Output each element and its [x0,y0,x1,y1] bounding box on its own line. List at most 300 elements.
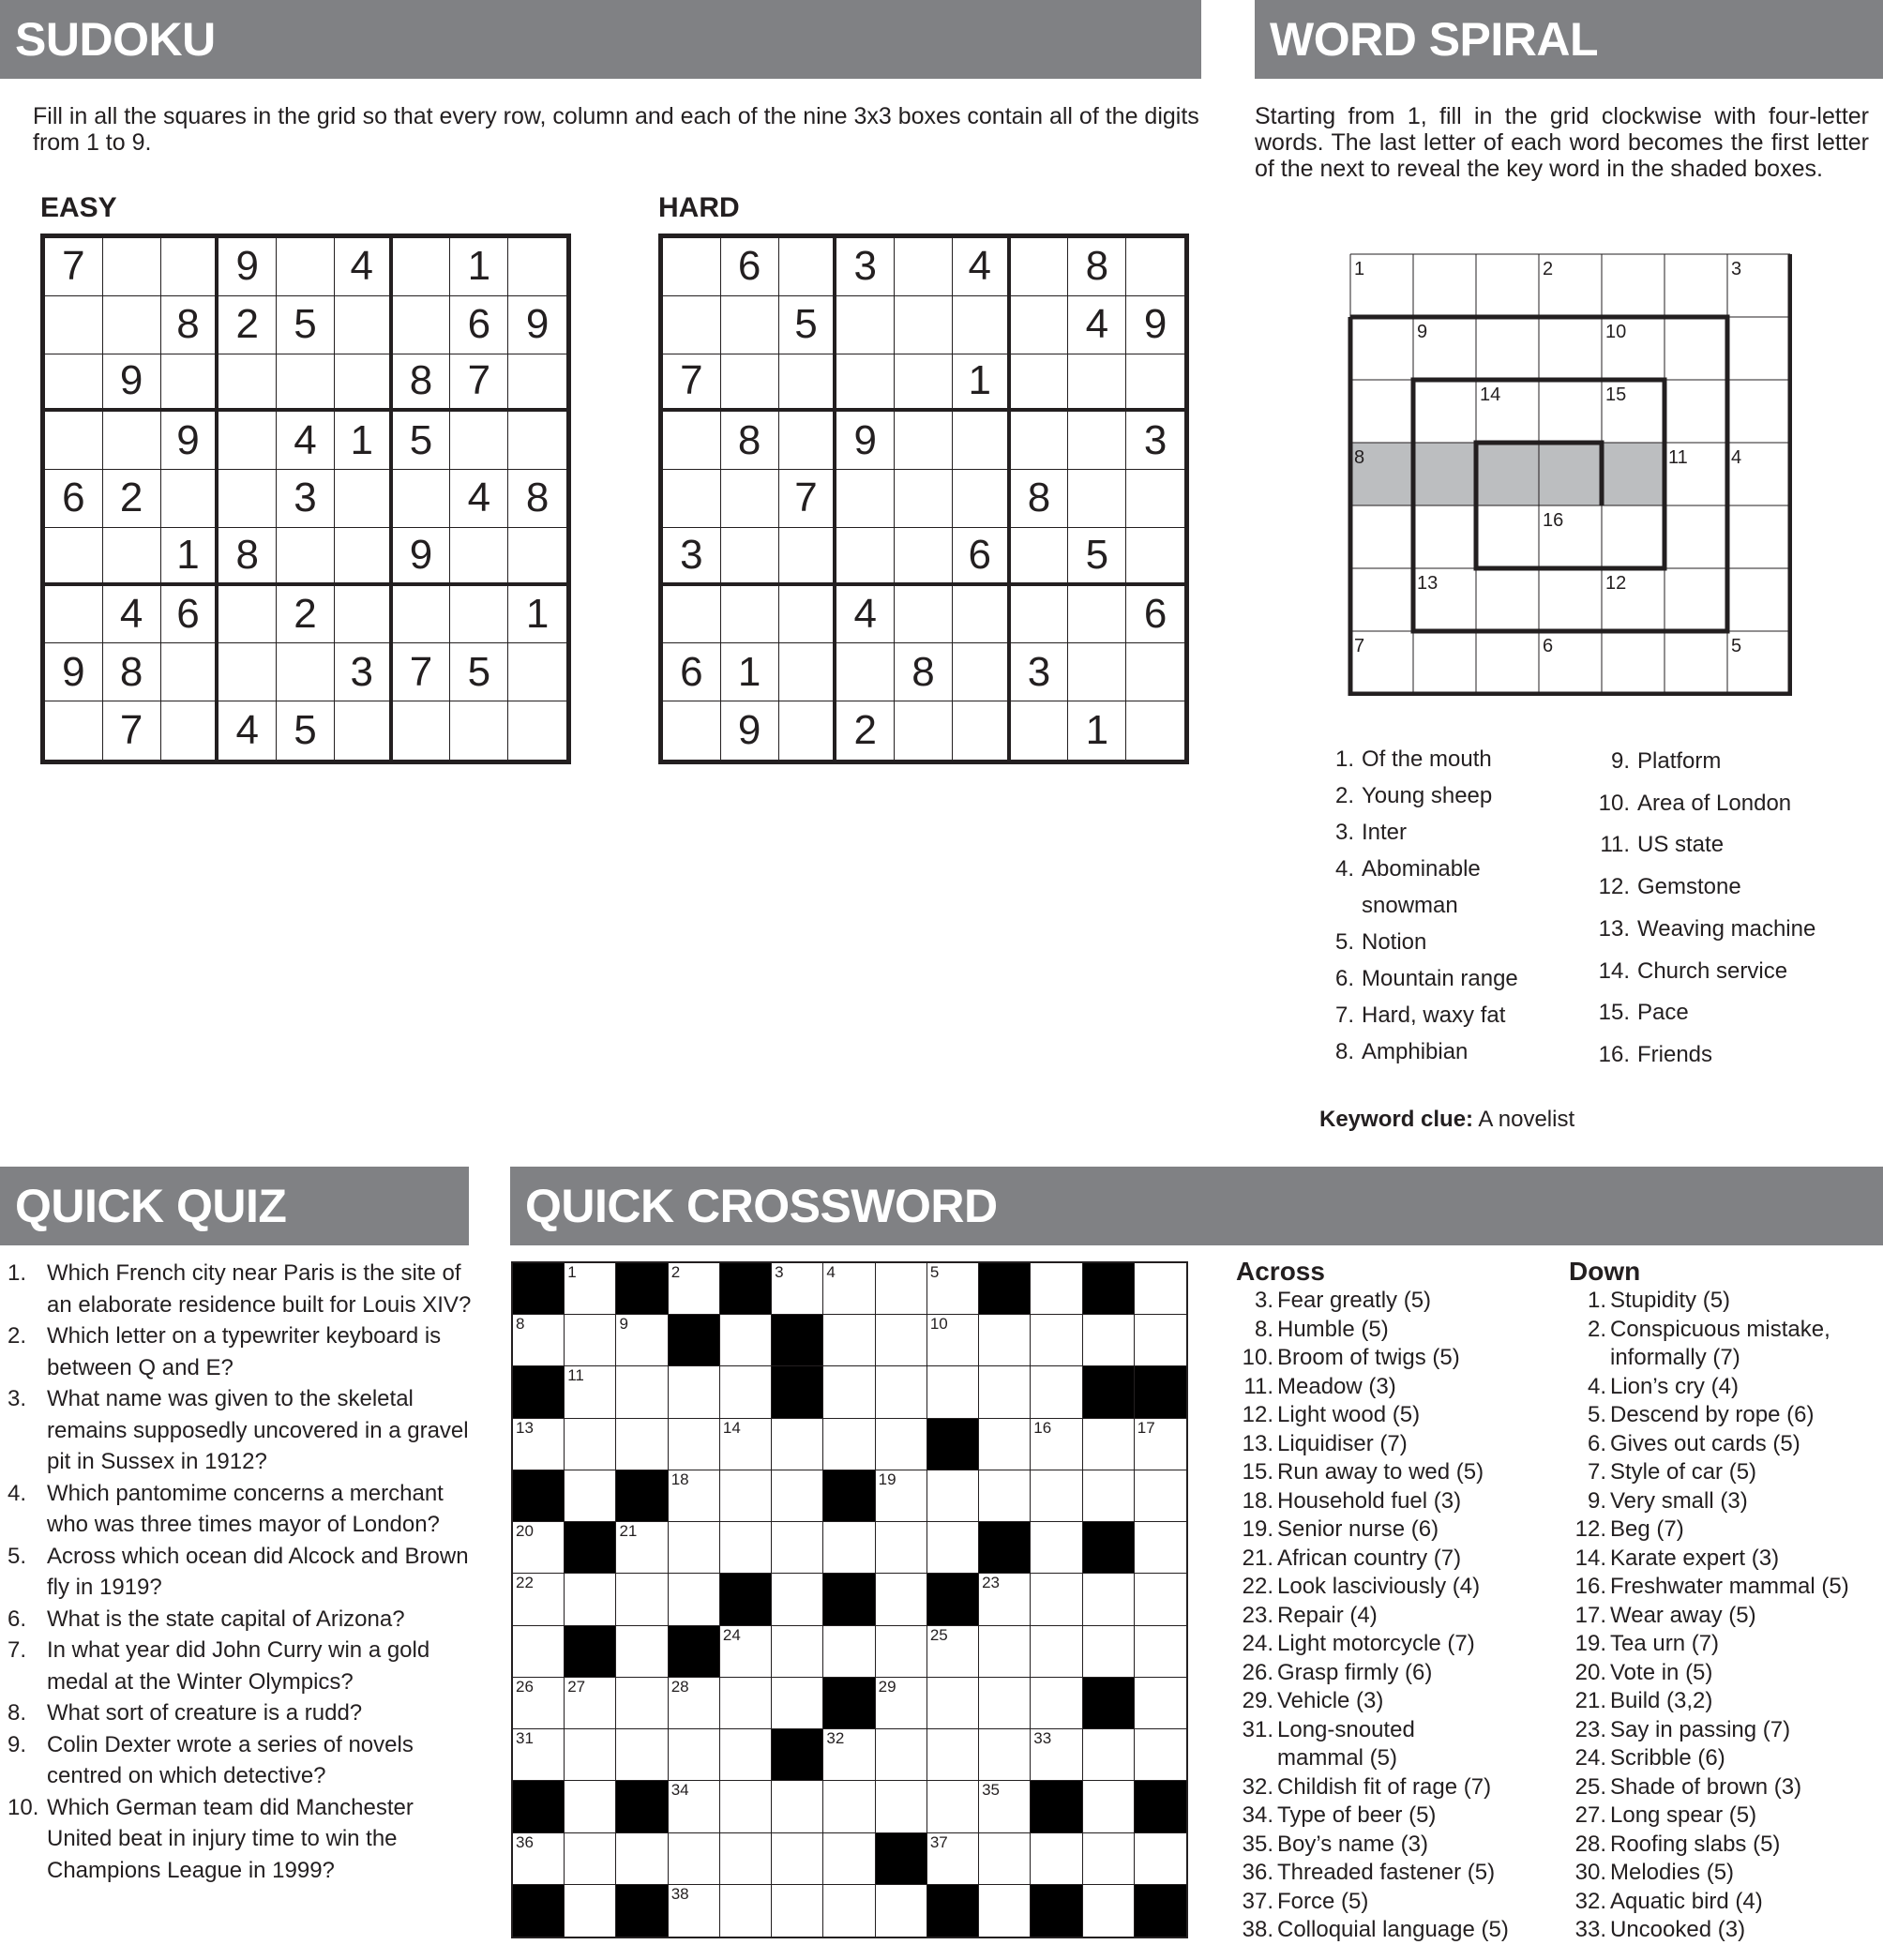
sudoku-cell[interactable]: 5 [450,643,508,701]
crossword-cell[interactable] [513,1678,565,1729]
crossword-cell[interactable] [876,1315,927,1366]
crossword-cell[interactable] [927,1781,979,1832]
crossword-cell[interactable] [720,1419,772,1470]
crossword-cell[interactable] [927,1626,979,1678]
sudoku-cell[interactable]: 9 [836,412,895,470]
sudoku-cell[interactable] [393,586,451,644]
crossword-cell[interactable] [513,1833,565,1885]
crossword-cell[interactable] [565,1470,616,1522]
sudoku-cell[interactable] [1126,643,1184,701]
sudoku-cell[interactable] [1068,412,1126,470]
sudoku-cell[interactable]: 6 [663,643,721,701]
sudoku-cell[interactable]: 1 [161,528,219,586]
crossword-cell[interactable] [1083,1470,1135,1522]
sudoku-cell[interactable] [663,412,721,470]
sudoku-cell[interactable] [450,528,508,586]
sudoku-cell[interactable]: 6 [1126,586,1184,644]
crossword-cell[interactable] [565,1366,616,1418]
crossword-cell[interactable] [1135,1522,1186,1574]
sudoku-cell[interactable]: 9 [218,238,277,296]
sudoku-cell[interactable] [161,354,219,413]
crossword-cell[interactable] [927,1366,979,1418]
crossword-cell[interactable] [1135,1315,1186,1366]
sudoku-cell[interactable]: 4 [335,238,393,296]
crossword-cell[interactable] [1031,1366,1082,1418]
sudoku-cell[interactable]: 5 [277,701,335,760]
crossword-cell[interactable] [979,1885,1031,1937]
sudoku-cell[interactable] [721,354,779,413]
sudoku-cell[interactable] [335,528,393,586]
sudoku-cell[interactable] [508,643,566,701]
sudoku-cell[interactable] [218,354,277,413]
crossword-cell[interactable] [823,1833,875,1885]
crossword-cell[interactable] [616,1419,668,1470]
sudoku-cell[interactable]: 5 [277,296,335,354]
crossword-cell[interactable] [823,1781,875,1832]
sudoku-cell[interactable] [953,701,1011,760]
crossword-cell[interactable] [979,1574,1031,1625]
sudoku-cell[interactable]: 9 [721,701,779,760]
sudoku-cell[interactable]: 2 [218,296,277,354]
sudoku-cell[interactable]: 6 [721,238,779,296]
sudoku-cell[interactable]: 9 [393,528,451,586]
sudoku-cell[interactable] [895,354,953,413]
crossword-cell[interactable] [616,1366,668,1418]
sudoku-cell[interactable]: 4 [953,238,1011,296]
sudoku-cell[interactable] [103,238,161,296]
sudoku-cell[interactable]: 7 [779,470,837,528]
sudoku-cell[interactable]: 9 [45,643,103,701]
sudoku-cell[interactable] [450,412,508,470]
crossword-cell[interactable] [1031,1263,1082,1315]
crossword-cell[interactable] [876,1419,927,1470]
sudoku-cell[interactable] [779,586,837,644]
sudoku-cell[interactable]: 6 [953,528,1011,586]
crossword-cell[interactable] [565,1729,616,1781]
crossword-cell[interactable] [1031,1626,1082,1678]
crossword-cell[interactable] [1031,1419,1082,1470]
sudoku-cell[interactable] [277,354,335,413]
sudoku-cell[interactable] [895,296,953,354]
sudoku-cell[interactable] [953,296,1011,354]
sudoku-cell[interactable] [1068,470,1126,528]
sudoku-cell[interactable] [663,238,721,296]
crossword-cell[interactable] [565,1678,616,1729]
crossword-cell[interactable] [720,1366,772,1418]
crossword-cell[interactable] [823,1522,875,1574]
crossword-cell[interactable] [927,1470,979,1522]
crossword-cell[interactable] [720,1833,772,1885]
sudoku-cell[interactable] [508,354,566,413]
sudoku-cell[interactable]: 8 [1068,238,1126,296]
sudoku-cell[interactable]: 6 [45,470,103,528]
crossword-cell[interactable] [927,1263,979,1315]
sudoku-cell[interactable]: 2 [103,470,161,528]
crossword-cell[interactable] [669,1522,720,1574]
crossword-cell[interactable] [876,1729,927,1781]
sudoku-cell[interactable] [1011,412,1069,470]
sudoku-cell[interactable]: 3 [836,238,895,296]
crossword-cell[interactable] [513,1419,565,1470]
sudoku-cell[interactable] [779,701,837,760]
sudoku-cell[interactable] [1011,586,1069,644]
crossword-cell[interactable] [1083,1626,1135,1678]
sudoku-cell[interactable] [836,296,895,354]
crossword-cell[interactable] [772,1678,823,1729]
sudoku-cell[interactable] [335,701,393,760]
crossword-cell[interactable] [669,1885,720,1937]
sudoku-cell[interactable]: 3 [277,470,335,528]
crossword-cell[interactable] [979,1419,1031,1470]
crossword-cell[interactable] [823,1626,875,1678]
sudoku-cell[interactable] [103,412,161,470]
word-spiral-grid[interactable] [1348,251,1792,696]
sudoku-cell[interactable]: 2 [836,701,895,760]
crossword-cell[interactable] [979,1678,1031,1729]
sudoku-cell[interactable]: 4 [836,586,895,644]
sudoku-cell[interactable]: 8 [508,470,566,528]
crossword-cell[interactable] [772,1574,823,1625]
sudoku-cell[interactable] [1126,701,1184,760]
crossword-black-cell [927,1885,979,1937]
sudoku-cell[interactable] [1126,528,1184,586]
crossword-cell[interactable] [927,1833,979,1885]
sudoku-cell[interactable] [836,528,895,586]
sudoku-cell[interactable] [450,586,508,644]
crossword-cell[interactable] [669,1366,720,1418]
crossword-cell[interactable] [772,1419,823,1470]
crossword-cell[interactable] [1135,1729,1186,1781]
crossword-cell[interactable] [1135,1833,1186,1885]
sudoku-cell[interactable]: 9 [161,412,219,470]
crossword-cell[interactable] [1031,1833,1082,1885]
sudoku-cell[interactable] [895,470,953,528]
sudoku-cell[interactable] [895,528,953,586]
crossword-cell[interactable] [669,1574,720,1625]
sudoku-cell[interactable] [508,238,566,296]
crossword-cell[interactable] [616,1833,668,1885]
crossword-cell[interactable] [1031,1678,1082,1729]
sudoku-cell[interactable]: 8 [218,528,277,586]
sudoku-cell[interactable] [1126,354,1184,413]
sudoku-cell[interactable] [393,470,451,528]
sudoku-cell[interactable]: 4 [1068,296,1126,354]
crossword-cell[interactable] [720,1729,772,1781]
crossword-cell[interactable] [513,1626,565,1678]
crossword-cell[interactable] [1083,1729,1135,1781]
crossword-cell[interactable] [876,1522,927,1574]
crossword-grid[interactable] [511,1261,1188,1938]
crossword-cell[interactable] [979,1781,1031,1832]
crossword-cell[interactable] [565,1885,616,1937]
crossword-cell[interactable] [720,1781,772,1832]
sudoku-cell[interactable] [218,586,277,644]
sudoku-cell[interactable] [508,701,566,760]
sudoku-cell[interactable] [218,412,277,470]
crossword-cell[interactable] [1083,1833,1135,1885]
crossword-cell[interactable] [979,1315,1031,1366]
crossword-cell[interactable] [979,1470,1031,1522]
sudoku-cell[interactable]: 6 [161,586,219,644]
crossword-cell[interactable] [720,1678,772,1729]
sudoku-cell[interactable]: 3 [1011,643,1069,701]
crossword-cell[interactable] [979,1366,1031,1418]
sudoku-easy-grid[interactable] [40,234,571,764]
crossword-cell[interactable] [876,1574,927,1625]
sudoku-cell[interactable] [335,296,393,354]
crossword-cell[interactable] [927,1315,979,1366]
crossword-cell[interactable] [565,1574,616,1625]
crossword-cell[interactable] [1031,1522,1082,1574]
sudoku-cell[interactable]: 9 [508,296,566,354]
crossword-cell[interactable] [565,1833,616,1885]
sudoku-cell[interactable] [45,701,103,760]
sudoku-cell[interactable] [1011,354,1069,413]
crossword-cell[interactable] [720,1626,772,1678]
sudoku-cell[interactable]: 8 [721,412,779,470]
sudoku-cell[interactable] [103,296,161,354]
sudoku-cell[interactable] [45,586,103,644]
sudoku-cell[interactable]: 3 [335,643,393,701]
crossword-cell[interactable] [823,1419,875,1470]
sudoku-cell[interactable] [953,470,1011,528]
sudoku-cell[interactable]: 1 [953,354,1011,413]
sudoku-cell[interactable]: 8 [393,354,451,413]
crossword-cell[interactable] [876,1470,927,1522]
crossword-cell[interactable] [1135,1419,1186,1470]
crossword-cell[interactable] [720,1885,772,1937]
sudoku-cell[interactable] [663,701,721,760]
sudoku-cell[interactable] [779,412,837,470]
sudoku-cell[interactable] [393,238,451,296]
sudoku-cell[interactable] [508,528,566,586]
crossword-cell[interactable] [772,1781,823,1832]
sudoku-cell[interactable]: 5 [779,296,837,354]
crossword-cell[interactable] [616,1678,668,1729]
crossword-cell[interactable] [979,1833,1031,1885]
sudoku-cell[interactable] [663,586,721,644]
crossword-cell[interactable] [1031,1315,1082,1366]
crossword-cell[interactable] [1031,1470,1082,1522]
sudoku-cell[interactable] [45,528,103,586]
crossword-cell[interactable] [616,1315,668,1366]
crossword-cell[interactable] [1135,1470,1186,1522]
crossword-cell[interactable] [823,1729,875,1781]
sudoku-cell[interactable] [721,470,779,528]
crossword-cell[interactable] [669,1678,720,1729]
crossword-cell[interactable] [1135,1626,1186,1678]
sudoku-cell[interactable] [161,470,219,528]
crossword-cell[interactable] [823,1315,875,1366]
sudoku-cell[interactable] [161,643,219,701]
crossword-cell[interactable] [1083,1781,1135,1832]
crossword-cell[interactable] [876,1885,927,1937]
sudoku-cell[interactable] [45,354,103,413]
sudoku-cell[interactable]: 8 [895,643,953,701]
sudoku-cell[interactable]: 7 [450,354,508,413]
crossword-cell[interactable] [772,1522,823,1574]
crossword-cell[interactable] [772,1263,823,1315]
sudoku-cell[interactable]: 1 [508,586,566,644]
crossword-cell[interactable] [1135,1678,1186,1729]
sudoku-cell[interactable] [393,296,451,354]
crossword-cell[interactable] [772,1470,823,1522]
sudoku-cell[interactable] [663,296,721,354]
crossword-cell[interactable] [669,1833,720,1885]
sudoku-cell[interactable]: 8 [1011,470,1069,528]
crossword-cell[interactable] [720,1315,772,1366]
sudoku-cell[interactable]: 7 [393,643,451,701]
crossword-cell[interactable] [772,1885,823,1937]
crossword-cell[interactable] [1083,1419,1135,1470]
crossword-cell[interactable] [823,1263,875,1315]
sudoku-cell[interactable] [218,643,277,701]
sudoku-cell[interactable] [953,643,1011,701]
crossword-cell[interactable] [772,1626,823,1678]
sudoku-cell[interactable] [953,586,1011,644]
sudoku-cell[interactable]: 7 [103,701,161,760]
crossword-cell[interactable] [876,1263,927,1315]
sudoku-cell[interactable]: 3 [663,528,721,586]
sudoku-cell[interactable]: 4 [277,412,335,470]
crossword-cell[interactable] [1083,1885,1135,1937]
sudoku-cell[interactable] [450,701,508,760]
crossword-cell[interactable] [1083,1574,1135,1625]
crossword-cell[interactable] [616,1522,668,1574]
sudoku-cell[interactable]: 3 [1126,412,1184,470]
crossword-cell[interactable] [979,1729,1031,1781]
sudoku-cell[interactable] [335,586,393,644]
sudoku-cell[interactable] [721,586,779,644]
sudoku-cell[interactable] [1126,470,1184,528]
crossword-cell[interactable] [565,1781,616,1832]
sudoku-cell[interactable] [1011,701,1069,760]
sudoku-cell[interactable] [895,238,953,296]
sudoku-cell[interactable]: 6 [450,296,508,354]
sudoku-cell[interactable] [895,701,953,760]
crossword-cell[interactable] [669,1781,720,1832]
sudoku-cell[interactable] [1126,238,1184,296]
crossword-cell[interactable] [823,1885,875,1937]
sudoku-cell[interactable] [721,296,779,354]
sudoku-cell[interactable] [953,412,1011,470]
crossword-cell[interactable] [927,1729,979,1781]
sudoku-cell[interactable] [895,586,953,644]
sudoku-cell[interactable]: 9 [103,354,161,413]
sudoku-hard-grid[interactable] [658,234,1189,764]
sudoku-cell[interactable] [836,470,895,528]
sudoku-cell[interactable]: 2 [277,586,335,644]
sudoku-cell[interactable] [836,643,895,701]
sudoku-cell[interactable] [663,470,721,528]
sudoku-cell[interactable] [277,528,335,586]
crossword-cell[interactable] [876,1678,927,1729]
sudoku-cell[interactable] [335,470,393,528]
sudoku-cell[interactable]: 7 [663,354,721,413]
sudoku-cell[interactable] [721,528,779,586]
sudoku-cell[interactable]: 1 [335,412,393,470]
crossword-cell[interactable] [616,1729,668,1781]
sudoku-cell[interactable]: 4 [450,470,508,528]
sudoku-cell[interactable] [779,354,837,413]
crossword-cell[interactable] [772,1833,823,1885]
sudoku-cell[interactable] [161,701,219,760]
crossword-cell[interactable] [876,1366,927,1418]
sudoku-cell[interactable]: 4 [103,586,161,644]
crossword-cell[interactable] [669,1419,720,1470]
crossword-cell[interactable] [565,1419,616,1470]
sudoku-cell[interactable] [779,528,837,586]
sudoku-cell[interactable] [1011,296,1069,354]
crossword-cell[interactable] [720,1522,772,1574]
sudoku-cell[interactable]: 7 [45,238,103,296]
crossword-cell[interactable] [927,1678,979,1729]
sudoku-cell[interactable] [393,701,451,760]
crossword-cell[interactable] [1031,1729,1082,1781]
sudoku-cell[interactable]: 8 [161,296,219,354]
crossword-cell[interactable] [669,1470,720,1522]
crossword-cell[interactable] [513,1729,565,1781]
sudoku-cell[interactable]: 5 [393,412,451,470]
crossword-cell[interactable] [1135,1574,1186,1625]
sudoku-cell[interactable] [1011,238,1069,296]
crossword-cell[interactable] [1135,1263,1186,1315]
crossword-cell[interactable] [669,1729,720,1781]
sudoku-cell[interactable]: 1 [450,238,508,296]
sudoku-cell[interactable] [1068,586,1126,644]
sudoku-cell[interactable] [779,643,837,701]
crossword-cell[interactable] [616,1574,668,1625]
sudoku-cell[interactable] [1068,354,1126,413]
sudoku-cell[interactable] [45,412,103,470]
crossword-cell[interactable] [1083,1315,1135,1366]
sudoku-cell[interactable]: 4 [218,701,277,760]
crossword-cell[interactable] [669,1263,720,1315]
sudoku-cell[interactable]: 9 [1126,296,1184,354]
crossword-cell[interactable] [616,1626,668,1678]
sudoku-cell[interactable]: 1 [1068,701,1126,760]
sudoku-cell[interactable] [895,412,953,470]
sudoku-cell[interactable]: 8 [103,643,161,701]
sudoku-cell[interactable] [836,354,895,413]
crossword-cell[interactable] [876,1781,927,1832]
crossword-cell[interactable] [927,1522,979,1574]
sudoku-cell[interactable] [45,296,103,354]
crossword-cell[interactable] [513,1522,565,1574]
sudoku-cell[interactable]: 5 [1068,528,1126,586]
sudoku-cell[interactable] [779,238,837,296]
sudoku-cell[interactable] [277,643,335,701]
sudoku-cell[interactable]: 1 [721,643,779,701]
crossword-cell[interactable] [513,1315,565,1366]
crossword-cell[interactable] [979,1626,1031,1678]
sudoku-cell[interactable] [1068,643,1126,701]
sudoku-cell[interactable] [508,412,566,470]
sudoku-cell[interactable] [277,238,335,296]
crossword-cell[interactable] [823,1366,875,1418]
crossword-cell[interactable] [720,1470,772,1522]
crossword-cell[interactable] [513,1574,565,1625]
crossword-cell[interactable] [876,1626,927,1678]
crossword-cell[interactable] [565,1315,616,1366]
crossword-cell[interactable] [565,1263,616,1315]
sudoku-cell[interactable] [1011,528,1069,586]
sudoku-cell[interactable] [103,528,161,586]
sudoku-cell[interactable] [335,354,393,413]
crossword-cell[interactable] [1031,1574,1082,1625]
sudoku-cell[interactable] [161,238,219,296]
sudoku-cell[interactable] [218,470,277,528]
